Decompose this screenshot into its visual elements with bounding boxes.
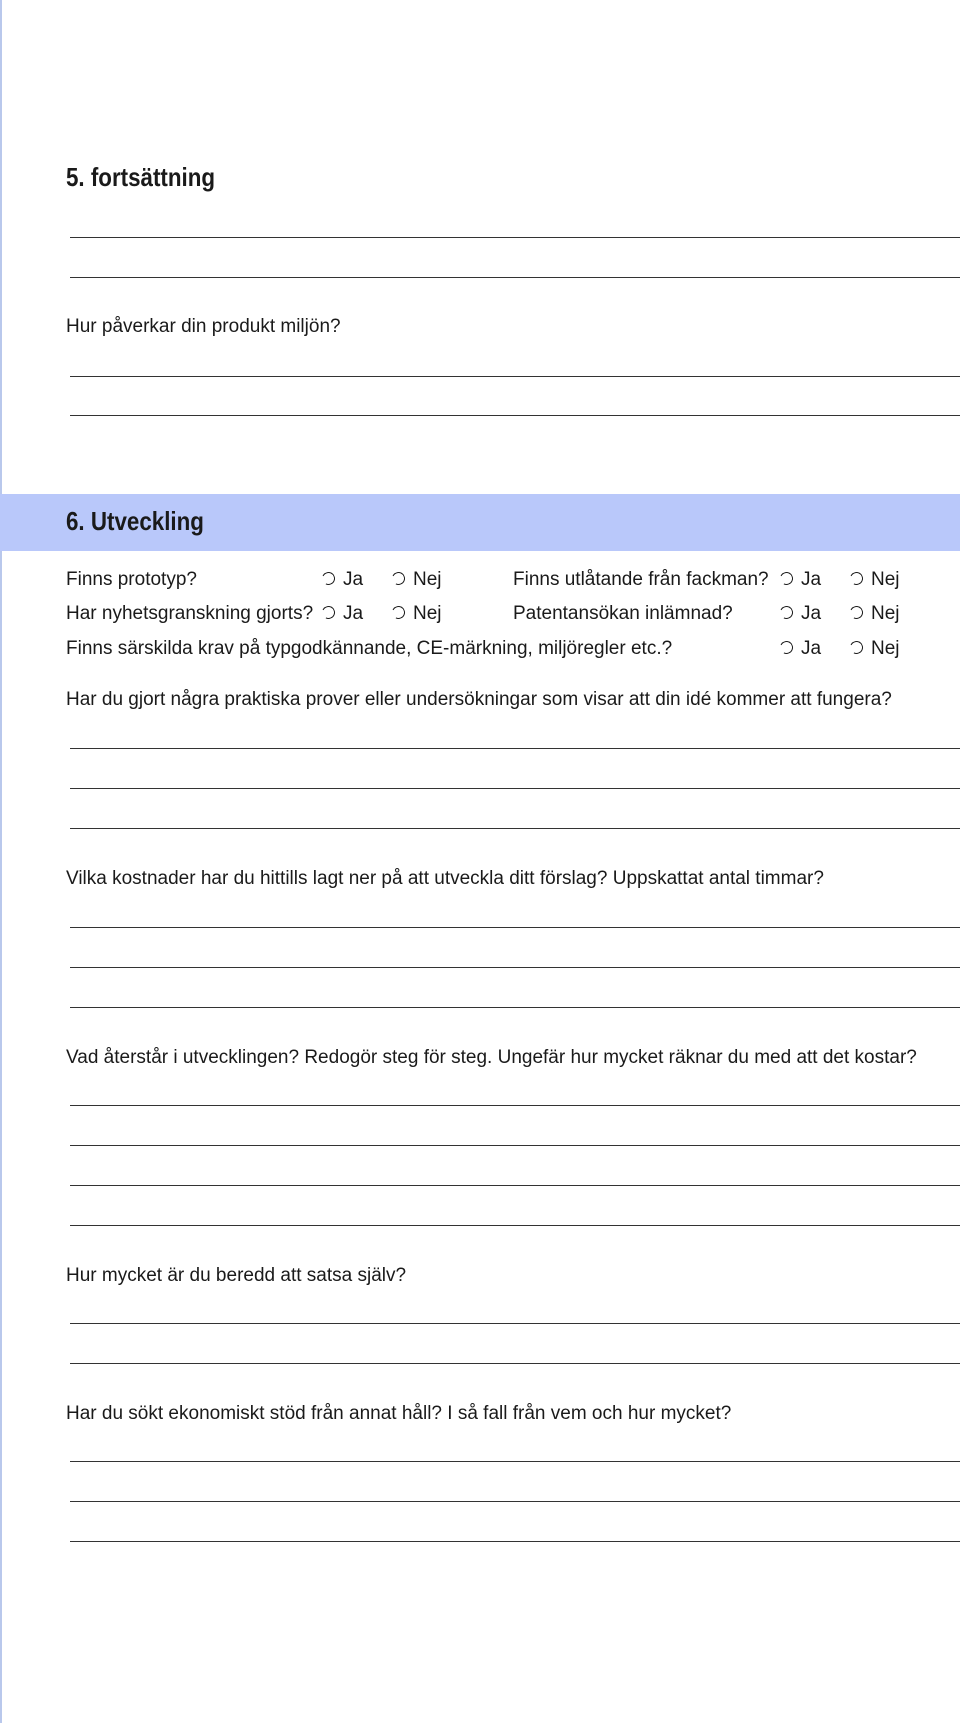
question-remaining: Vad återstår i utvecklingen? Redogör steg för steg. Ungefär hur mycket räknar du med att det kostar? bbox=[66, 1047, 917, 1068]
radio-circle-icon bbox=[848, 570, 865, 587]
question-prototype: Finns prototyp? bbox=[66, 569, 197, 590]
left-margin-rule bbox=[0, 0, 2, 1723]
question-expert: Finns utlåtande från fackman? bbox=[513, 569, 769, 590]
answer-line[interactable] bbox=[70, 1541, 960, 1542]
question-tests: Har du gjort några praktiska prover eller undersökningar som visar att din idé kommer att fungera? bbox=[66, 689, 892, 710]
answer-line[interactable] bbox=[70, 277, 960, 278]
question-patent: Patentansökan inlämnad? bbox=[513, 603, 733, 624]
patent-no-radio[interactable]: Nej bbox=[850, 603, 900, 625]
question-own-investment: Hur mycket är du beredd att satsa själv? bbox=[66, 1265, 407, 1286]
answer-line[interactable] bbox=[70, 1363, 960, 1364]
radio-circle-icon bbox=[390, 570, 407, 587]
section-5-heading: 5. fortsättning bbox=[66, 162, 216, 192]
radio-circle-icon bbox=[778, 570, 795, 587]
novelty-no-radio[interactable]: Nej bbox=[392, 603, 442, 625]
answer-line[interactable] bbox=[70, 376, 960, 377]
answer-line[interactable] bbox=[70, 927, 960, 928]
answer-line[interactable] bbox=[70, 1185, 960, 1186]
radio-circle-icon bbox=[320, 570, 337, 587]
answer-line[interactable] bbox=[70, 1105, 960, 1106]
answer-line[interactable] bbox=[70, 1461, 960, 1462]
requirements-no-radio[interactable]: Nej bbox=[850, 638, 900, 660]
answer-line[interactable] bbox=[70, 415, 960, 416]
question-requirements: Finns särskilda krav på typgodkännande, CE-märkning, miljöregler etc.? bbox=[66, 638, 673, 659]
answer-line[interactable] bbox=[70, 748, 960, 749]
question-environment: Hur påverkar din produkt miljön? bbox=[66, 316, 341, 337]
expert-no-radio[interactable]: Nej bbox=[850, 569, 900, 591]
question-novelty: Har nyhetsgranskning gjorts? bbox=[66, 603, 314, 624]
answer-line[interactable] bbox=[70, 1501, 960, 1502]
radio-circle-icon bbox=[778, 639, 795, 656]
answer-line[interactable] bbox=[70, 967, 960, 968]
prototype-no-radio[interactable]: Nej bbox=[392, 569, 442, 591]
answer-line[interactable] bbox=[70, 828, 960, 829]
radio-circle-icon bbox=[848, 639, 865, 656]
answer-line[interactable] bbox=[70, 788, 960, 789]
section-6-heading: 6. Utveckling bbox=[66, 506, 204, 536]
prototype-yes-radio[interactable]: Ja bbox=[322, 569, 363, 591]
answer-line[interactable] bbox=[70, 1145, 960, 1146]
answer-line[interactable] bbox=[70, 237, 960, 238]
radio-circle-icon bbox=[848, 604, 865, 621]
novelty-yes-radio[interactable]: Ja bbox=[322, 603, 363, 625]
patent-yes-radio[interactable]: Ja bbox=[780, 603, 821, 625]
radio-circle-icon bbox=[390, 604, 407, 621]
radio-circle-icon bbox=[320, 604, 337, 621]
radio-circle-icon bbox=[778, 604, 795, 621]
answer-line[interactable] bbox=[70, 1323, 960, 1324]
answer-line[interactable] bbox=[70, 1007, 960, 1008]
expert-yes-radio[interactable]: Ja bbox=[780, 569, 821, 591]
requirements-yes-radio[interactable]: Ja bbox=[780, 638, 821, 660]
question-costs: Vilka kostnader har du hittills lagt ner på att utveckla ditt förslag? Uppskattat antal timmar? bbox=[66, 868, 824, 889]
answer-line[interactable] bbox=[70, 1225, 960, 1226]
question-funding: Har du sökt ekonomiskt stöd från annat håll? I så fall från vem och hur mycket? bbox=[66, 1403, 732, 1424]
